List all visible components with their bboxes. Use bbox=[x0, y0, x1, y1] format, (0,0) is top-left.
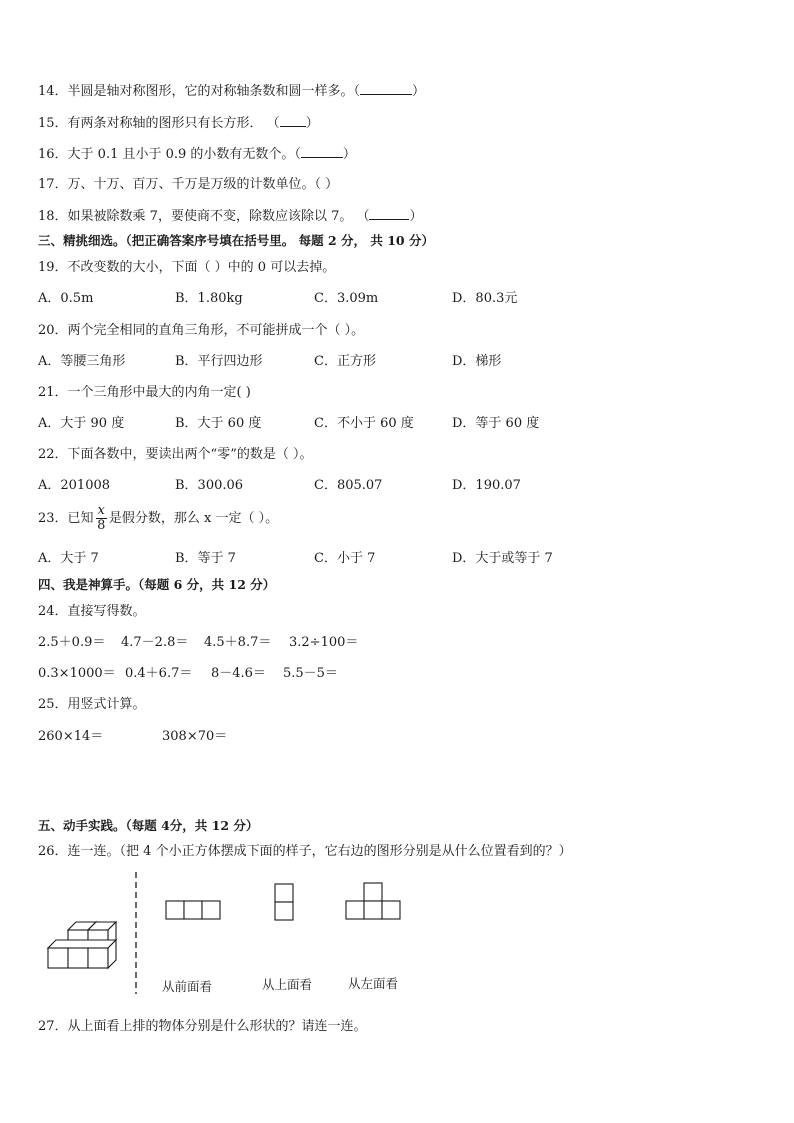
calc-item: 8－4.6＝ bbox=[211, 666, 266, 681]
calc-item: 4.7－2.8＝ bbox=[121, 635, 189, 650]
fraction: $\frac{x}{8}$ bbox=[97, 503, 106, 533]
option-21-a[interactable]: A．大于 90 度 bbox=[38, 416, 125, 431]
answer-blank[interactable] bbox=[301, 145, 343, 158]
view-shape-1[interactable] bbox=[165, 900, 223, 920]
calc-item: 5.5－5＝ bbox=[283, 666, 338, 681]
calc-item: 3.2÷100＝ bbox=[289, 635, 359, 650]
question-23: 23．已知 $\frac{x}{8}$ 是假分数，那么 x 一定（ ）。 bbox=[38, 503, 279, 533]
option-21-d[interactable]: D．等于 60 度 bbox=[452, 416, 540, 431]
calc-item: 2.5＋0.9＝ bbox=[38, 635, 106, 650]
question-15: 15．有两条对称轴的图形只有长方形． （ ） bbox=[38, 116, 319, 131]
option-20-d[interactable]: D．梯形 bbox=[452, 354, 502, 369]
option-22-a[interactable]: A．201008 bbox=[38, 478, 111, 493]
question-21: 21．一个三角形中最大的内角一定( ) bbox=[38, 385, 251, 400]
option-23-b[interactable]: B．等于 7 bbox=[175, 551, 236, 566]
section-5-title: 五、动手实践。（每题 4分，共 12 分） bbox=[38, 818, 259, 833]
calc-item: 0.3×1000＝ bbox=[38, 666, 116, 681]
option-20-a[interactable]: A．等腰三角形 bbox=[38, 354, 126, 369]
calc-item: 260×14＝ bbox=[38, 729, 104, 744]
section-4-title: 四、我是神算手。（每题 6 分，共 12 分） bbox=[38, 577, 276, 592]
caption-top-view[interactable]: 从上面看 bbox=[262, 977, 313, 992]
option-21-b[interactable]: B．大于 60 度 bbox=[175, 416, 262, 431]
question-18: 18．如果被除数乘 7，要使商不变，除数应该除以 7。 （ ） bbox=[38, 209, 423, 224]
calc-item: 0.4＋6.7＝ bbox=[125, 666, 193, 681]
answer-blank[interactable] bbox=[369, 207, 409, 220]
option-19-c[interactable]: C．3.09m bbox=[314, 291, 379, 306]
option-20-c[interactable]: C．正方形 bbox=[314, 354, 376, 369]
answer-blank[interactable] bbox=[360, 82, 412, 95]
option-19-a[interactable]: A．0.5m bbox=[38, 291, 94, 306]
option-23-a[interactable]: A．大于 7 bbox=[38, 551, 99, 566]
option-19-d[interactable]: D．80.3元 bbox=[452, 291, 518, 306]
option-21-c[interactable]: C．不小于 60 度 bbox=[314, 416, 414, 431]
question-19: 19．不改变数的大小，下面（ ）中的 0 可以去掉。 bbox=[38, 260, 336, 275]
option-22-b[interactable]: B．300.06 bbox=[175, 478, 244, 493]
question-14: 14．半圆是轴对称图形，它的对称轴条数和圆一样多。（ ） bbox=[38, 84, 426, 99]
view-shape-3[interactable] bbox=[345, 882, 403, 920]
section-3-title: 三、精挑细选。（把正确答案序号填在括号里。 每题 2 分， 共 10 分） bbox=[38, 233, 434, 248]
dashed-divider bbox=[133, 872, 139, 994]
calc-item: 4.5＋8.7＝ bbox=[204, 635, 272, 650]
question-20: 20．两个完全相同的直角三角形，不可能拼成一个（ ）。 bbox=[38, 323, 365, 338]
option-22-d[interactable]: D．190.07 bbox=[452, 478, 521, 493]
option-19-b[interactable]: B．1.80kg bbox=[175, 291, 243, 306]
question-22: 22．下面各数中，要读出两个“零”的数是（ ）。 bbox=[38, 447, 313, 462]
option-23-c[interactable]: C．小于 7 bbox=[314, 551, 376, 566]
caption-front-view[interactable]: 从前面看 bbox=[162, 979, 213, 994]
cube-stack-figure bbox=[42, 908, 130, 980]
option-23-d[interactable]: D．大于或等于 7 bbox=[452, 551, 553, 566]
question-24: 24．直接写得数。 bbox=[38, 604, 146, 619]
caption-left-view[interactable]: 从左面看 bbox=[348, 976, 399, 991]
question-26: 26．连一连。（把 4 个小正方体摆成下面的样子，它右边的图形分别是从什么位置看到的？） bbox=[38, 844, 572, 859]
question-17: 17．万、十万、百万、千万是万级的计数单位。（ ） bbox=[38, 177, 339, 192]
option-22-c[interactable]: C．805.07 bbox=[314, 478, 383, 493]
question-27: 27．从上面看上排的物体分别是什么形状的？请连一连。 bbox=[38, 1019, 367, 1034]
view-shape-2[interactable] bbox=[274, 883, 296, 921]
question-16: 16．大于 0.1 且小于 0.9 的小数有无数个。（ ） bbox=[38, 147, 356, 162]
answer-blank[interactable] bbox=[280, 114, 306, 127]
calc-item: 308×70＝ bbox=[162, 729, 228, 744]
option-20-b[interactable]: B．平行四边形 bbox=[175, 354, 263, 369]
question-25: 25．用竖式计算。 bbox=[38, 697, 146, 712]
